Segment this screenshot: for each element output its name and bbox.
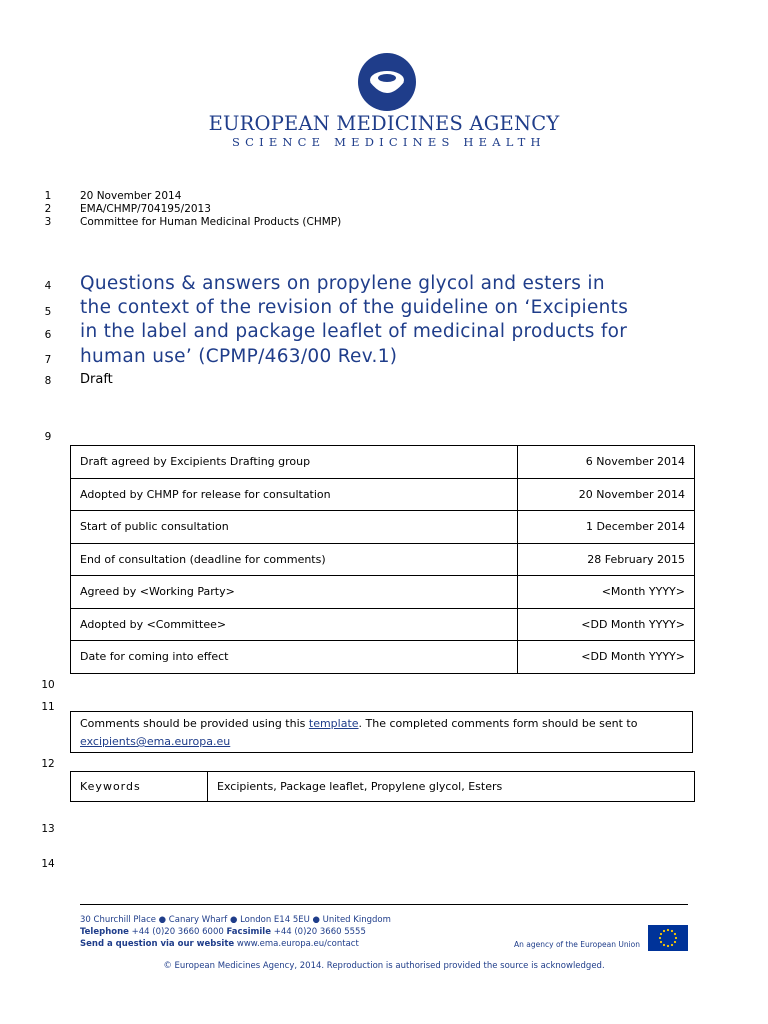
comments-text: . The completed comments form should be sent to bbox=[358, 717, 638, 730]
table-cell-label: Agreed by <Working Party> bbox=[71, 576, 518, 609]
line-number: 8 bbox=[44, 375, 52, 387]
line-number: 12 bbox=[41, 758, 55, 770]
eu-agency-text: An agency of the European Union bbox=[514, 940, 641, 949]
eu-flag-icon bbox=[648, 925, 688, 951]
table-cell-value: <DD Month YYYY> bbox=[518, 608, 695, 641]
line-number: 14 bbox=[41, 858, 55, 870]
keywords-value: Excipients, Package leaflet, Propylene glycol, Esters bbox=[208, 772, 695, 802]
table-row bbox=[71, 478, 695, 511]
comments-box bbox=[70, 711, 693, 753]
document-reference: EMA/CHMP/704195/2013 bbox=[80, 203, 211, 215]
table-row bbox=[71, 641, 695, 674]
document-status: Draft bbox=[80, 372, 113, 387]
footer-address: 30 Churchill Place ● Canary Wharf ● London E14 5EU ● United Kingdom bbox=[80, 915, 391, 925]
table-cell-label: Date for coming into effect bbox=[71, 641, 518, 674]
telephone-value: +44 (0)20 3660 6000 bbox=[128, 927, 227, 937]
comments-text: Comments should be provided using this bbox=[80, 717, 309, 730]
question-label: Send a question via our website bbox=[80, 939, 235, 949]
table-cell-label: End of consultation (deadline for comments) bbox=[71, 543, 518, 576]
table-cell-value: 20 November 2014 bbox=[518, 478, 695, 511]
document-title-line: Questions & answers on propylene glycol and esters in bbox=[80, 273, 605, 294]
document-date: 20 November 2014 bbox=[80, 190, 182, 202]
line-number: 13 bbox=[41, 823, 55, 835]
document-title-line: the context of the revision of the guideline on ‘Excipients bbox=[80, 297, 629, 318]
line-number: 3 bbox=[44, 216, 52, 228]
facsimile-label: Facsimile bbox=[226, 927, 271, 937]
table-row bbox=[71, 608, 695, 641]
agency-tagline: SCIENCE MEDICINES HEALTH bbox=[232, 135, 546, 149]
line-number: 6 bbox=[44, 329, 52, 341]
table-cell-label: Adopted by <Committee> bbox=[71, 608, 518, 641]
line-number: 10 bbox=[41, 679, 55, 691]
table-cell-label: Adopted by CHMP for release for consultation bbox=[71, 478, 518, 511]
table-row bbox=[71, 576, 695, 609]
footer-divider bbox=[80, 904, 688, 905]
table-cell-value: 28 February 2015 bbox=[518, 543, 695, 576]
line-number: 5 bbox=[44, 306, 52, 318]
table-cell-label: Start of public consultation bbox=[71, 511, 518, 544]
footer-phone-line bbox=[80, 926, 391, 938]
table-row bbox=[71, 772, 695, 802]
line-number: 2 bbox=[44, 203, 52, 215]
keywords-label: Keywords bbox=[71, 772, 208, 802]
line-number: 11 bbox=[41, 701, 55, 713]
table-cell-label: Draft agreed by Excipients Drafting group bbox=[71, 446, 518, 479]
telephone-label: Telephone bbox=[80, 927, 129, 937]
table-row bbox=[71, 543, 695, 576]
table-cell-value: 6 November 2014 bbox=[518, 446, 695, 479]
line-number: 1 bbox=[44, 190, 52, 202]
line-number: 9 bbox=[44, 431, 52, 443]
website-link[interactable]: www.ema.europa.eu/contact bbox=[234, 939, 359, 949]
footer-website-line bbox=[80, 938, 391, 950]
line-number: 4 bbox=[44, 280, 52, 292]
facsimile-value: +44 (0)20 3660 5555 bbox=[271, 927, 366, 937]
table-cell-value: 1 December 2014 bbox=[518, 511, 695, 544]
table-row bbox=[71, 511, 695, 544]
document-title-line: human use’ (CPMP/463/00 Rev.1) bbox=[80, 346, 398, 367]
agency-name: EUROPEAN MEDICINES AGENCY bbox=[208, 112, 560, 135]
table-cell-value: <DD Month YYYY> bbox=[518, 641, 695, 674]
keywords-table bbox=[70, 771, 695, 802]
template-link[interactable]: template bbox=[308, 717, 359, 730]
committee-name: Committee for Human Medicinal Products (CHMP) bbox=[80, 216, 342, 228]
table-cell-value: <Month YYYY> bbox=[518, 576, 695, 609]
table-row bbox=[71, 446, 695, 479]
copyright-notice: © European Medicines Agency, 2014. Reproduction is authorised provided the source is acknowledged. bbox=[163, 961, 605, 971]
email-link[interactable]: excipients@ema.europa.eu bbox=[80, 735, 231, 748]
dates-table bbox=[70, 445, 695, 674]
document-title-line: in the label and package leaflet of medicinal products for bbox=[80, 321, 628, 342]
line-number: 7 bbox=[44, 354, 52, 366]
ema-logo-icon bbox=[357, 52, 417, 112]
footer-address-block bbox=[80, 914, 391, 950]
